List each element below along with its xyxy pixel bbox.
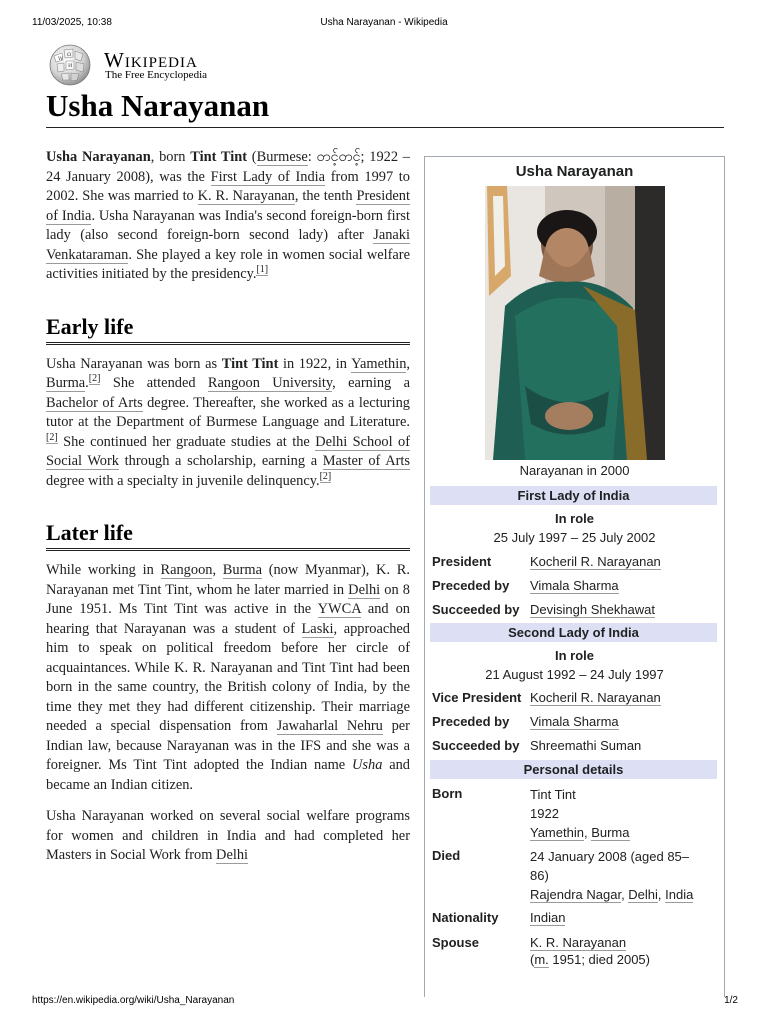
- intro-paragraph: [46, 148, 410, 285]
- link-delhi-school-of-social-work[interactable]: Delhi School of Social Work: [46, 433, 410, 469]
- link-ywca[interactable]: YWCA: [317, 601, 361, 617]
- text: on 8 June 1951. Ms Tint Tint was active in the: [46, 581, 411, 617]
- link-kr-narayanan[interactable]: K. R. Narayanan: [197, 188, 295, 204]
- svg-text:W: W: [58, 56, 64, 62]
- section-heading-early-life: Early life: [46, 315, 410, 345]
- wikipedia-tagline: The Free Encyclopedia: [105, 69, 208, 81]
- born-name: Tint Tint: [530, 787, 576, 802]
- infobox-label: Died: [432, 848, 461, 863]
- text: 1951; died 2005): [548, 952, 650, 967]
- portrait-photo[interactable]: [485, 186, 665, 460]
- wikipedia-logo[interactable]: [46, 44, 246, 86]
- infobox: [424, 156, 725, 997]
- text: She continued her graduate studies at the: [57, 433, 316, 450]
- link-rajendra-nagar[interactable]: Rajendra Nagar: [530, 887, 622, 902]
- infobox-label: Succeeded by: [432, 738, 520, 753]
- text: degree with a specialty in juvenile delinquency.: [46, 472, 320, 489]
- section-heading-later-life: Later life: [46, 521, 410, 551]
- in-role-label: In role: [554, 511, 594, 526]
- succeeded-by-value: Shreemathi Suman: [530, 738, 642, 753]
- link-kocheril-r-narayanan[interactable]: Kocheril R. Narayanan: [530, 554, 661, 569]
- birth-name-bold: Tint Tint: [221, 355, 279, 372]
- link-jawaharlal-nehru[interactable]: Jawaharlal Nehru: [276, 718, 383, 734]
- separator: ,: [657, 887, 666, 902]
- infobox-title: Usha Narayanan: [515, 163, 634, 180]
- text: from 1997 to 2002. She was married to: [46, 168, 411, 204]
- text: Usha Narayanan worked on several social welfare programs for women and children in India and had completed her Masters in Social Work from: [46, 808, 410, 863]
- print-header: [0, 17, 768, 31]
- text: per Indian law, because Narayanan was in the IFS and she was a foreigner. Ms Tint Tint adopted the Indian name: [46, 718, 410, 773]
- separator: ,: [583, 825, 592, 840]
- infobox-label: Preceded by: [432, 578, 510, 593]
- text: While working in: [46, 562, 161, 578]
- italic-usha: Usha: [352, 757, 383, 773]
- link-vimala-sharma[interactable]: Vimala Sharma: [530, 578, 619, 593]
- infobox-header-second-lady: Second Lady of India: [430, 623, 717, 642]
- text: and became an Indian citizen.: [46, 757, 410, 793]
- infobox-label: Preceded by: [432, 714, 510, 729]
- infobox-header-first-lady: First Lady of India: [430, 486, 717, 505]
- reference-link[interactable]: [2]: [319, 470, 332, 482]
- link-delhi[interactable]: Delhi: [216, 847, 249, 863]
- text: (: [530, 952, 535, 967]
- link-indian[interactable]: Indian: [530, 910, 566, 925]
- reference-link[interactable]: [2]: [88, 373, 101, 385]
- link-laski[interactable]: Laski: [301, 620, 334, 637]
- first-lady-term-dates: 25 July 1997 – 25 July 2002: [493, 530, 656, 545]
- text: Usha Narayanan was born as: [46, 355, 222, 372]
- text: (now Myanmar), K. R. Narayanan met Tint Tint, whom he later married in: [46, 562, 410, 598]
- died-date: 24 January 2008 (aged 85–86): [530, 849, 690, 883]
- link-rangoon-university[interactable]: Rangoon University: [207, 375, 333, 391]
- text: , the tenth: [294, 188, 357, 204]
- link-president-of-india[interactable]: President of India: [46, 188, 410, 224]
- link-delhi[interactable]: Delhi: [348, 581, 381, 598]
- reference-link[interactable]: [1]: [256, 264, 269, 276]
- link-janaki-venkataraman[interactable]: Janaki Venkataraman: [46, 227, 410, 263]
- link-master-of-arts[interactable]: Master of Arts: [322, 453, 410, 469]
- page-title: Usha Narayanan: [46, 88, 724, 128]
- link-yamethin[interactable]: Yamethin: [351, 355, 407, 372]
- early-life-paragraph: [46, 355, 410, 492]
- link-yamethin[interactable]: Yamethin: [530, 825, 584, 840]
- infobox-label: Born: [432, 786, 463, 801]
- link-burmese[interactable]: Burmese: [256, 149, 308, 165]
- link-burma[interactable]: Burma: [222, 562, 262, 578]
- article-content: [46, 148, 410, 878]
- in-role-label: In role: [554, 648, 594, 663]
- text: in 1922, in: [278, 355, 352, 372]
- link-burma[interactable]: Burma: [46, 375, 86, 391]
- infobox-label: Succeeded by: [432, 602, 520, 617]
- text: ,: [406, 355, 410, 372]
- portrait-caption: Narayanan in 2000: [519, 463, 630, 478]
- link-kocheril-r-narayanan[interactable]: Kocheril R. Narayanan: [530, 690, 661, 705]
- link-married-abbrev[interactable]: m.: [534, 952, 549, 967]
- link-vimala-sharma[interactable]: Vimala Sharma: [530, 714, 619, 729]
- born-year: 1922: [530, 806, 559, 821]
- link-rangoon[interactable]: Rangoon: [160, 562, 213, 578]
- second-lady-term-dates: 21 August 1992 – 24 July 1997: [485, 667, 664, 682]
- print-url: https://en.wikipedia.org/wiki/Usha_Narayanan: [32, 995, 235, 1006]
- svg-text:Ω: Ω: [67, 52, 72, 58]
- infobox-header-personal-details: Personal details: [430, 760, 717, 779]
- text: ,: [212, 562, 223, 578]
- link-bachelor-of-arts[interactable]: Bachelor of Arts: [46, 394, 143, 411]
- link-india[interactable]: India: [665, 887, 694, 902]
- wikipedia-wordmark: Wikipedia: [104, 48, 198, 72]
- link-kr-narayanan[interactable]: K. R. Narayanan: [530, 935, 627, 950]
- birth-name-bold: Tint Tint: [190, 149, 248, 165]
- text: . She played a key role in women social welfare activities initiated by the presidency.: [46, 246, 410, 282]
- text: through a scholarship, earning a: [118, 453, 323, 469]
- svg-text:И: И: [68, 63, 73, 69]
- text: , approached him to speak on political freedom before her circle of acquaintances. While K. R. Narayanan and Tint Tint had been born in the same country, the British colony of India, by the time they met they had different citizenship. Their marriage needed a special dispensation from: [46, 620, 411, 734]
- text: .: [85, 375, 89, 391]
- text: , earning a: [332, 375, 410, 391]
- text: . Usha Narayanan was India's second foreign-born first lady (also second foreign-born second lady) after: [46, 207, 411, 243]
- link-burma[interactable]: Burma: [591, 825, 630, 840]
- link-first-lady-of-india[interactable]: First Lady of India: [210, 168, 326, 185]
- text: : တင့်တင့်; 1922 – 24 January 2008), was the: [46, 149, 411, 185]
- text: (: [247, 149, 257, 165]
- print-doc-title: Usha Narayanan - Wikipedia: [320, 17, 448, 28]
- infobox-label: Spouse: [432, 935, 479, 950]
- link-delhi[interactable]: Delhi: [628, 887, 658, 902]
- reference-link[interactable]: [2]: [46, 431, 58, 443]
- text: She attended: [100, 375, 208, 391]
- infobox-label: Nationality: [432, 910, 499, 925]
- link-devisingh-shekhawat[interactable]: Devisingh Shekhawat: [530, 602, 656, 617]
- intro-name-bold: Usha Narayanan: [46, 149, 151, 165]
- later-life-paragraph-2: [46, 807, 410, 866]
- portrait-image: [485, 186, 665, 460]
- text: and on hearing that Narayanan was a student of: [46, 601, 410, 637]
- infobox-label: President: [432, 554, 492, 569]
- later-life-paragraph-1: [46, 561, 410, 795]
- wikipedia-globe-icon: [46, 44, 94, 86]
- separator: ,: [621, 887, 629, 902]
- text: degree. Thereafter, she worked as a lecturing tutor at the Department of Burmese Language and Literature.: [46, 394, 410, 430]
- infobox-label: Vice President: [432, 690, 522, 705]
- print-datetime: 11/03/2025, 10:38: [32, 17, 112, 28]
- text: , born: [150, 149, 191, 165]
- print-page-number: 1/2: [724, 995, 738, 1006]
